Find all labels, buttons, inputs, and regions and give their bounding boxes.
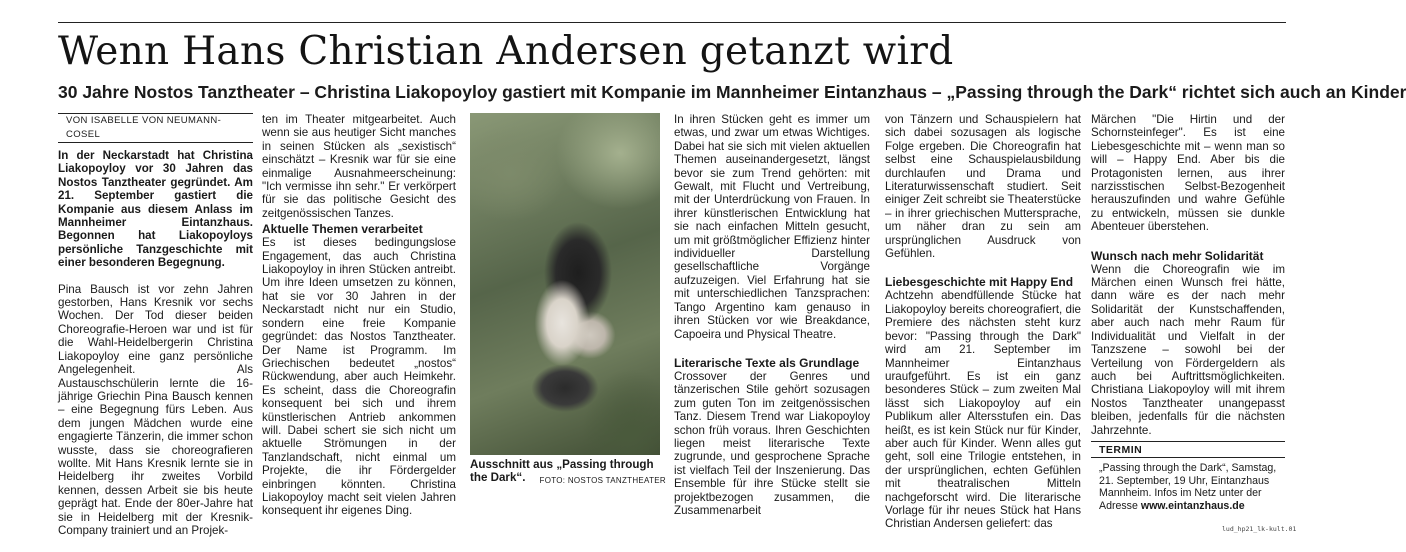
dancer-photo bbox=[470, 113, 660, 455]
body-paragraph: Märchen "Die Hirtin und der Schornsteinfeger". Es ist eine Liebesgeschichte mit – wenn man so will – Happy End. Aber bis die Protagonisten lernen, aus ihrer narzisstischen Selbst-Bezogenheit herauszufinden und wahre Gefühle zu entwickeln, müssen sie dunkle Abenteuer überstehen. bbox=[1091, 113, 1285, 234]
column-3 bbox=[674, 113, 870, 517]
subheading: Literarische Texte als Grundlage bbox=[674, 355, 860, 370]
column-4 bbox=[885, 113, 1081, 531]
lead-paragraph: In der Neckarstadt hat Christina Liakopoyloy vor 30 Jahren das Nostos Tanztheater gegründet. Am 21. September gastiert die Kompanie aus diesem Anlass im Mannheimer Eintanzhaus. Begonnen hat Liakopoyloys persönliche Tanzgeschichte mit einer besonderen Begegnung. bbox=[58, 149, 253, 270]
photo-caption bbox=[470, 458, 666, 488]
termin-text bbox=[1091, 462, 1285, 512]
byline: VON ISABELLE VON NEUMANN-COSEL bbox=[58, 113, 253, 143]
top-rule bbox=[58, 22, 1286, 23]
body-paragraph: Achtzehn abendfüllende Stücke hat Liakopoyloy bereits choreografiert, die Premiere des nächsten steht kurz bevor: "Passing through the Dark" wird am 21. September im Mannheimer Eintanzhaus uraufgeführt. Es ist ein ganz besonderes Stück – zum zweiten Mal lässt sich Liakopoyloy auf ein Publikum aller Altersstufen ein. Das heißt, es ist kein Stück nur für Kinder, aber auch für Kinder. Wenn alles gut geht, soll eine Trilogie entstehen, in der ursprünglichen, echten Gefühlen mit theatralischen Mitteln nachgeforscht wird. Die literarische Vorlage für ihr neues Stück hat Hans Christian Andersen geliefert: das bbox=[885, 289, 1081, 531]
body-paragraph: von Tänzern und Schauspielern hat sich dabei sozusagen als logische Folge ergeben. Die Choreografin hat selbst eine Schauspielausbildung durchlaufen und Drama und Literaturwissenschaft studiert. Seit einiger Zeit schreibt sie Theaterstücke – in ihrer griechischen Muttersprache, um näher dran zu sein am ursprünglichen Ausdruck von Gefühlen. bbox=[885, 113, 1081, 261]
newspaper-page bbox=[58, 0, 1406, 552]
body-paragraph: Crossover der Genres und tänzerischen Stile gehört sozusagen zum guten Ton im zeitgenössischen Tanz. Diesem Trend war Liakopoyloy schon früh voraus. Ihren Geschichten liegen meist literarische Texte zugrunde, und gesprochene Sprache ist vielfach Teil der Inszenierung. Das Ensemble für ihre Stücke stellt sie projektbezogen zusammen, die Zusammenarbeit bbox=[674, 369, 870, 517]
subheading: Aktuelle Themen verarbeitet bbox=[262, 222, 423, 237]
subheadline: 30 Jahre Nostos Tanztheater – Christina Liakopoyloy gastiert mit Kompanie im Mannheimer Eintanzhaus – „Passing through the Dark“ richtet sich auch an Kinder bbox=[58, 82, 1406, 102]
column-2 bbox=[262, 113, 456, 518]
termin-box bbox=[1091, 441, 1285, 512]
body-paragraph: ten im Theater mitgearbeitet. Auch wenn sie aus heutiger Sicht manches in seinen Stücken als „sexistisch“ einschätzt – Kresnik war für sie eine einmalige Ausnahmeerscheinung: "Ich vermisse ihn sehr." Er verkörpert für sie das politische Gesicht des zeitgenössischen Tanzes. bbox=[262, 113, 456, 220]
body-paragraph: In ihren Stücken geht es immer um etwas, und zwar um etwas Wichtiges. Dabei hat sie sich mit vielen aktuellen Themen auseinandergesetzt, längst bevor sie zum Trend gehörten: mit Gewalt, mit Flucht und Vertreibung, mit der Unterdrückung von Frauen. In ihrer künstlerischen Entwicklung hat sie nach einfachen Mitteln gesucht, um mit größtmöglicher Effizienz hinter individueller Darstellung gesellschaftliche Vorgänge aufzuzeigen. Viel Erfahrung hat sie mit unterschiedlichen Tanzsprachen: Tango Argentino kam genauso in ihren Stücken vor wie Breakdance, Capoeira und Physical Theatre. bbox=[674, 113, 870, 341]
page-code: lud_hp21_lk-kult.01 bbox=[1222, 525, 1297, 533]
subheading: Liebesgeschichte mit Happy End bbox=[885, 275, 1074, 290]
photo-credit: FOTO: NOSTOS TANZTHEATER bbox=[539, 476, 666, 486]
body-paragraph: Es ist dieses bedingungslose Engagement, das auch Christina Liakopoyloy in ihren Stücken antreibt. Um ihre Ideen umsetzen zu können, hat sie vor 30 Jahren in der Neckarstadt nicht nur ein Studio, sondern eine freie Kompanie gegründet: das Nostos Tanztheater. Der Name ist Programm. Im Griechischen bedeutet „nostos“ Rückwendung, aber auch Heimkehr. Es scheint, dass die Choreografin konsequent bei sich und ihrem künstlerischen Antrieb ankommen will. Dabei schert sie sich nicht um aktuelle Strömungen in der Tanzlandschaft, nicht einmal um Projekte, die ihr Fördergelder einbringen könnten. Christina Liakopoyloy macht seit vielen Jahren konsequent ihr eigenes Ding. bbox=[262, 236, 456, 518]
body-paragraph: Wenn die Choreografin wie im Märchen einen Wunsch frei hätte, dann wäre es der nach mehr Solidarität der Kunstschaffenden, aber auch nach mehr Raum für Individualität und Vielfalt in der Tanzszene – sowohl bei der Verteilung von Fördergeldern als auch bei Auftrittsmöglichkeiten. Christiana Liakopoyloy will mit ihrem Nostos Tanztheater unangepasst bleiben, jedenfalls für die nächsten Jahrzehnte. bbox=[1091, 262, 1285, 437]
headline: Wenn Hans Christian Andersen getanzt wird bbox=[58, 29, 954, 74]
caption-text: Ausschnitt aus „Passing through the Dark“. bbox=[470, 458, 654, 485]
column-1 bbox=[58, 113, 253, 537]
termin-label: TERMIN bbox=[1091, 444, 1285, 458]
body-paragraph: Pina Bausch ist vor zehn Jahren gestorben, Hans Kresnik vor sechs Wochen. Der Tod dieser beiden Choreografie-Heroen war und ist für die Wahl-Heidelbergerin Christina Liakopoyloy eine ganz persönliche Angelegenheit. Als Austauschschülerin lernte die 16-jährige Griechin Pina Bausch kennen – eine Begegnung fürs Leben. Aus dem jungen Mädchen wurde eine engagierte Tänzerin, die immer schon wusste, dass sie choreografieren wollte. Mit Hans Kresnik lernte sie in Heidelberg ihr zweites Vorbild kennen, dessen Arbeit sie bis heute geprägt hat. Ende der 80er-Jahre hat sie in Heidelberg mit der Kresnik-Company trainiert und an Projek- bbox=[58, 282, 253, 537]
column-5 bbox=[1091, 113, 1285, 512]
termin-details: „Passing through the Dark“, Samstag, 21. September, 19 Uhr, Eintanzhaus Mannheim. Infos im Netz unter der Adresse bbox=[1099, 461, 1277, 512]
termin-url[interactable]: www.eintanzhaus.de bbox=[1140, 499, 1245, 512]
subheading: Wunsch nach mehr Solidarität bbox=[1091, 248, 1264, 263]
